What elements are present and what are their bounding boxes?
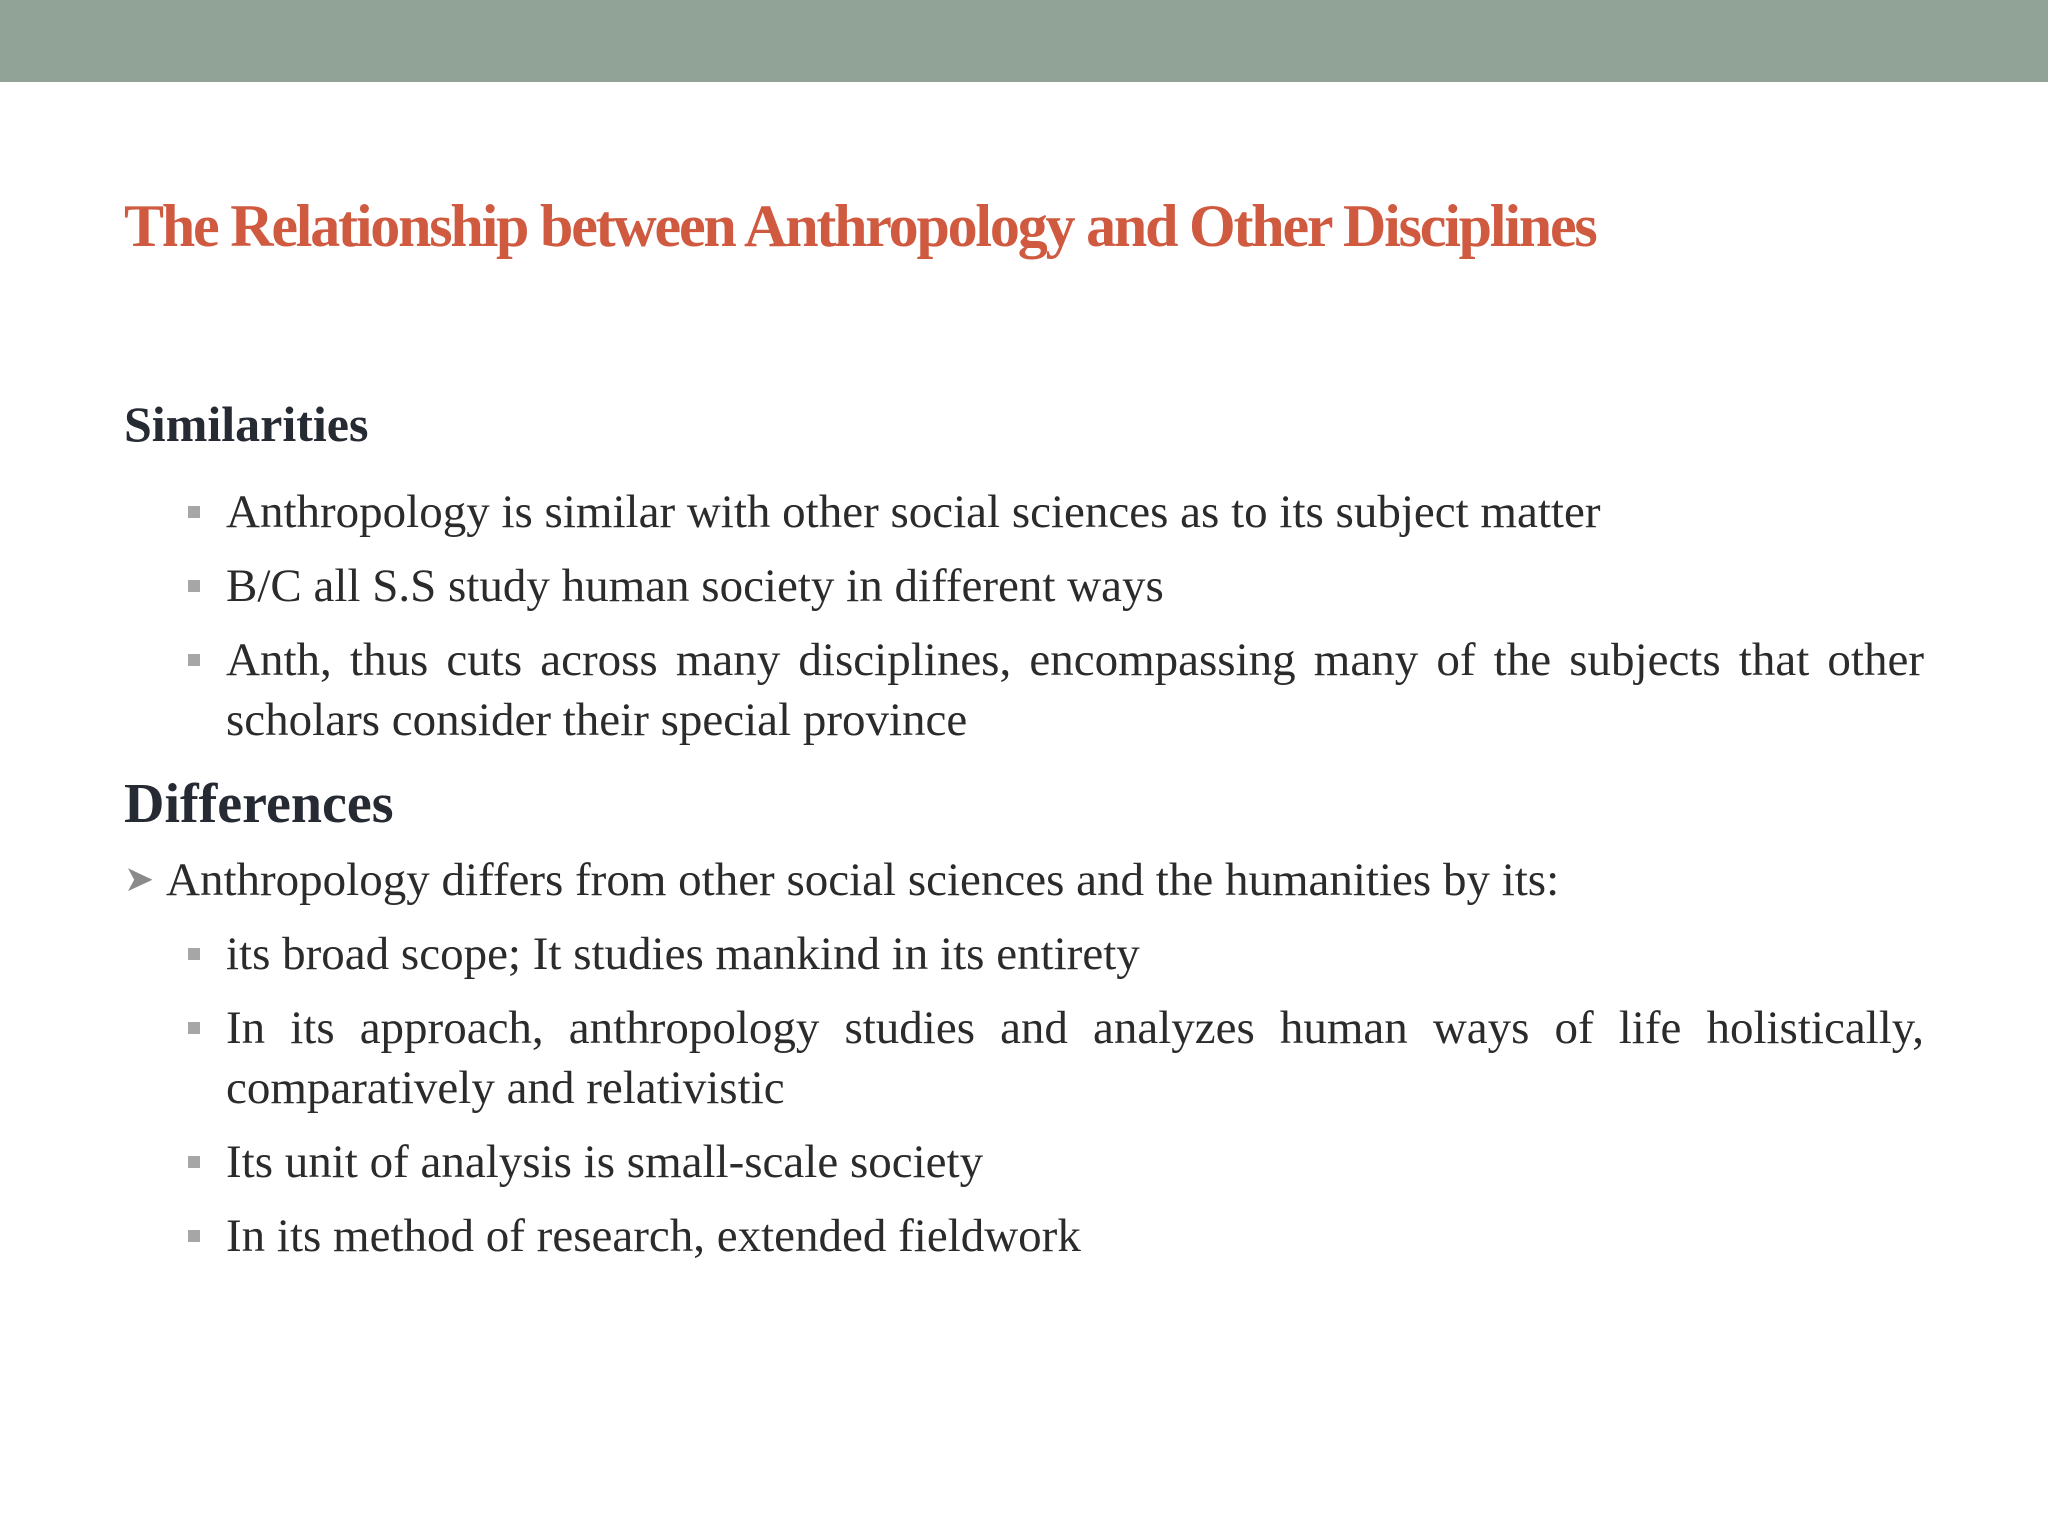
differences-list	[124, 924, 1924, 1266]
similarities-list	[124, 482, 1924, 750]
square-bullet-icon	[188, 1230, 200, 1242]
list-item-text: In its approach, anthropology studies and analyzes human ways of life holistically, comparatively and relativistic	[226, 1001, 1924, 1114]
square-bullet-icon	[188, 654, 200, 666]
arrowhead-bullet-icon: ➤	[124, 858, 155, 900]
square-bullet-icon	[188, 948, 200, 960]
list-item-text: In its method of research, extended fieldwork	[226, 1209, 1081, 1262]
list-item	[226, 630, 1924, 750]
list-item	[226, 1206, 1924, 1266]
differences-heading: Differences	[124, 772, 394, 835]
list-item	[226, 482, 1924, 542]
similarities-heading: Similarities	[124, 396, 369, 452]
square-bullet-icon	[188, 506, 200, 518]
differences-intro-text: Anthropology differs from other social sciences and the humanities by its:	[166, 853, 1560, 906]
list-item	[226, 998, 1924, 1118]
list-item	[226, 556, 1924, 616]
list-item-text: Anth, thus cuts across many disciplines, encompassing many of the subjects that other scholars consider their special province	[226, 633, 1924, 746]
list-item	[226, 924, 1924, 984]
slide-content	[124, 396, 1924, 1280]
square-bullet-icon	[188, 580, 200, 592]
list-item-text: B/C all S.S study human society in different ways	[226, 559, 1164, 612]
top-band	[0, 0, 2048, 82]
square-bullet-icon	[188, 1022, 200, 1034]
list-item-text: its broad scope; It studies mankind in its entirety	[226, 927, 1140, 980]
slide-title: The Relationship between Anthropology and Other Disciplines	[124, 193, 1596, 259]
square-bullet-icon	[188, 1156, 200, 1168]
list-item-text: Its unit of analysis is small-scale society	[226, 1135, 984, 1188]
list-item-text: Anthropology is similar with other social sciences as to its subject matter	[226, 485, 1601, 538]
differences-intro	[124, 850, 1924, 910]
list-item	[226, 1132, 1924, 1192]
